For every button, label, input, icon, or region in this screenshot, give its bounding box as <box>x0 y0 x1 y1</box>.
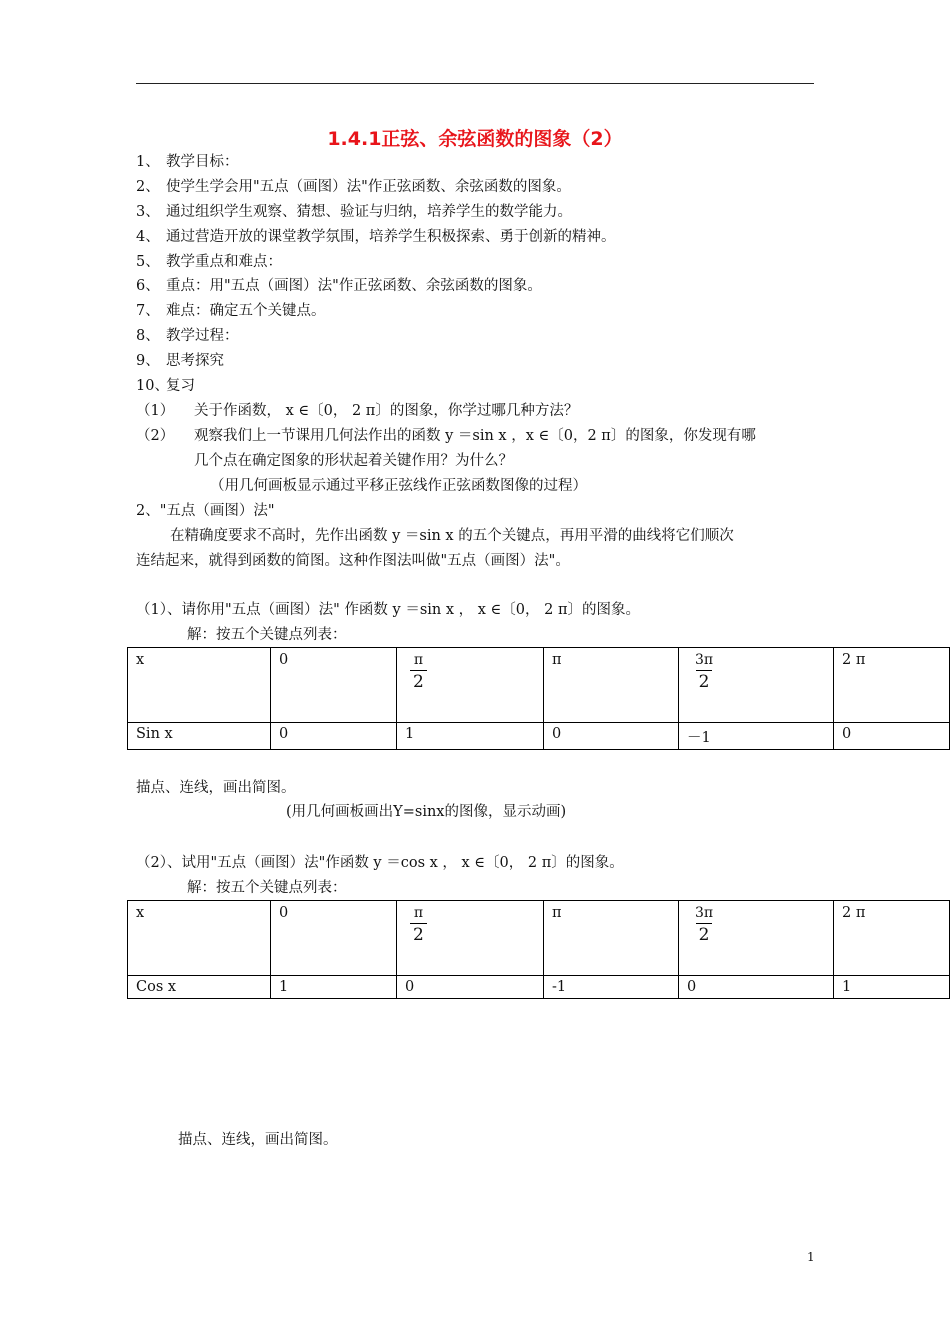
paragraph-cont: 连结起来，就得到函数的简图。这种作图法叫做"五点（画图）法"。 <box>136 553 570 569</box>
fraction: $\frac{3\pi}{2}$ <box>695 905 714 945</box>
review-question-2: （2） 观察我们上一节课用几何法作出的函数 y ＝sin x ，x ∈〔0，2 π〕的图象，你发现有哪 <box>136 428 756 444</box>
list-item: 2、 使学生学会用"五点（画图）法"作正弦函数、余弦函数的图象。 <box>136 179 571 195</box>
table-cell: -1 <box>544 976 679 999</box>
table-cell: 0 <box>271 648 397 723</box>
table-cell <box>397 648 544 723</box>
review-question-1: （1） 关于作函数， x ∈〔0， 2 π〕的图象，你学过哪几种方法？ <box>136 403 579 419</box>
list-item: 6、 重点：用"五点（画图）法"作正弦函数、余弦函数的图象。 <box>136 278 542 294</box>
table-row <box>128 901 950 976</box>
table-cell: π <box>544 901 679 976</box>
list-item: 1、 教学目标： <box>136 154 239 170</box>
table-cell: 0 <box>271 723 397 750</box>
table-row <box>128 648 950 723</box>
sin-task-prompt: （1）、请你用"五点（画图）法" 作函数 y ＝sin x ， x ∈〔0， 2 π〕的图象。 <box>136 602 640 618</box>
sin-task-note: (用几何画板画出Y=sinx的图像，显示动画) <box>286 804 567 820</box>
table-cell: π <box>544 648 679 723</box>
table-cell: x <box>128 648 271 723</box>
sin-task-solution: 解：按五个关键点列表： <box>187 627 347 643</box>
list-item: 8、 教学过程： <box>136 328 239 344</box>
table-cell: －1 <box>679 723 834 750</box>
list-item: 4、 通过营造开放的课堂教学氛围，培养学生积极探索、勇于创新的精神。 <box>136 229 616 245</box>
table-cell: 2 π <box>834 648 950 723</box>
table-row <box>128 976 950 999</box>
table-cell: 0 <box>544 723 679 750</box>
table-cell <box>679 901 834 976</box>
review-note: （用几何画板显示通过平移正弦线作正弦函数图像的过程） <box>210 478 587 494</box>
header-rule <box>136 83 814 84</box>
fraction: $\frac{\pi}{2}$ <box>410 653 427 691</box>
paragraph: 在精确度要求不高时，先作出函数 y ＝sin x 的五个关键点，再用平滑的曲线将它们顺次 <box>170 528 734 544</box>
table-cell: Sin x <box>128 723 271 750</box>
table-cell: 0 <box>397 976 544 999</box>
list-item: 9、 思考探究 <box>136 353 224 369</box>
table-cell: 2 π <box>834 901 950 976</box>
fraction: $\frac{3\pi}{2}$ <box>695 652 714 692</box>
table-cell: 1 <box>397 723 544 750</box>
table-cell: Cos x <box>128 976 271 999</box>
cos-task-after: 描点、连线，画出简图。 <box>178 1132 338 1148</box>
table-cell: 1 <box>271 976 397 999</box>
fraction: $\frac{\pi}{2}$ <box>410 906 427 944</box>
list-item: 5、 教学重点和难点： <box>136 254 282 270</box>
table-cell: x <box>128 901 271 976</box>
table-cell <box>397 901 544 976</box>
page-number: 1 <box>807 1250 815 1264</box>
cos-keypoint-table <box>127 900 950 999</box>
table-row <box>128 723 950 750</box>
sin-task-after: 描点、连线，画出简图。 <box>136 780 296 796</box>
table-cell <box>679 648 834 723</box>
list-item: 7、 难点：确定五个关键点。 <box>136 303 326 319</box>
list-item: 10、复习 <box>136 378 195 394</box>
table-cell: 0 <box>834 723 950 750</box>
cos-task-prompt: （2）、试用"五点（画图）法"作函数 y ＝cos x ， x ∈〔0， 2 π〕的图象。 <box>136 855 624 871</box>
section-heading: 2、"五点（画图）法" <box>136 503 275 519</box>
page-title: 1.4.1正弦、余弦函数的图象（2） <box>327 128 623 150</box>
table-cell: 0 <box>679 976 834 999</box>
table-cell: 1 <box>834 976 950 999</box>
sin-keypoint-table <box>127 647 950 750</box>
list-item: 3、 通过组织学生观察、猜想、验证与归纳，培养学生的数学能力。 <box>136 204 572 220</box>
table-cell: 0 <box>271 901 397 976</box>
cos-task-solution: 解：按五个关键点列表： <box>187 880 347 896</box>
review-question-2-cont: 几个点在确定图象的形状起着关键作用？为什么？ <box>194 453 513 469</box>
